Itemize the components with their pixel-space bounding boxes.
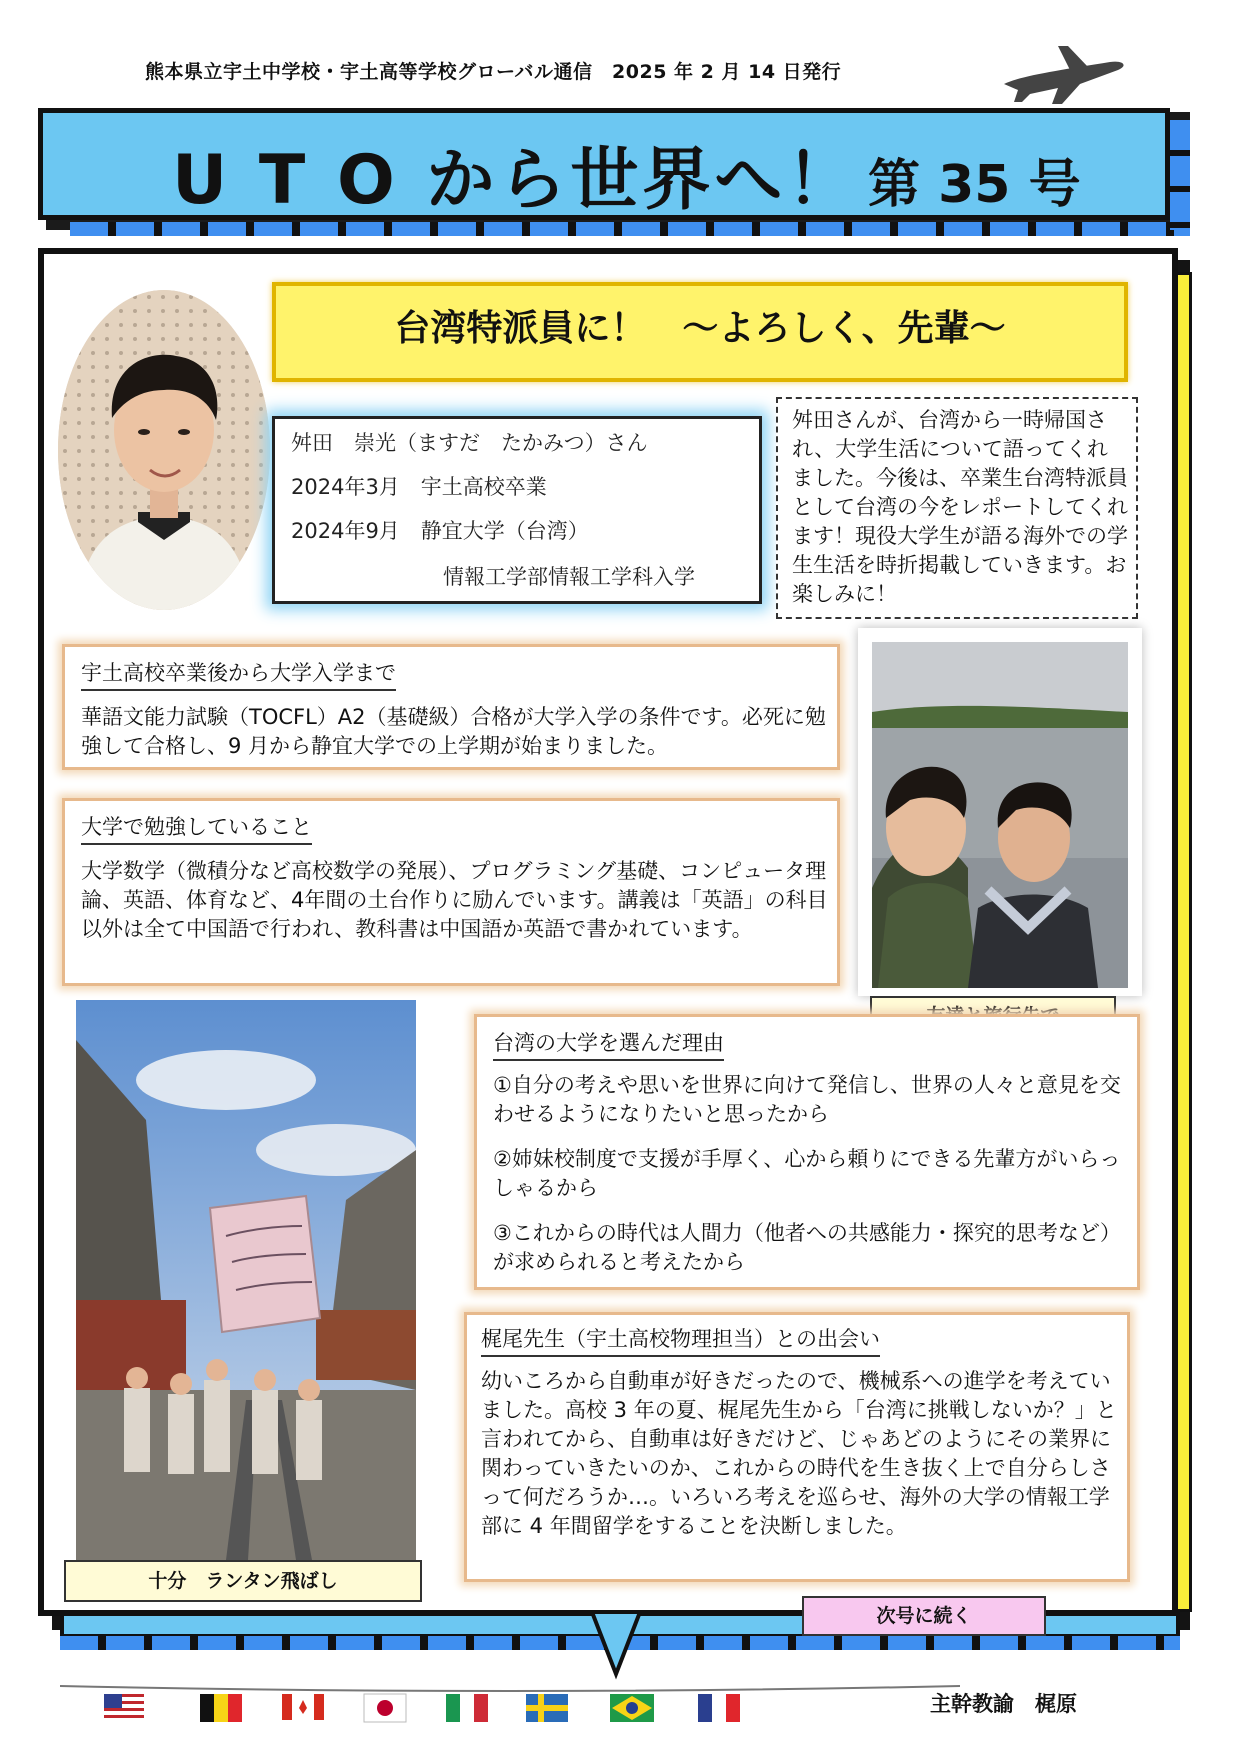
reason-item: ③これからの時代は人間力（他者への共感能力・探究的思考など）が求められると考えたから [493, 1221, 1121, 1274]
section-meeting-teacher [464, 1312, 1130, 1582]
intro-text: 舛田さんが、台湾から一時帰国され、大学生活について語ってくれました。今後は、卒業生台湾特派員として台湾の今をレポートしてくれます！現役大学生が語る海外での学生生活を時折掲載していきます。お楽しみに！ [792, 408, 1128, 606]
reason-item: ①自分の考えや思いを世界に向けて発信し、世界の人々と意見を交わせるようになりたいと思ったから [493, 1073, 1121, 1126]
reason-item: ②姉妹校制度で支援が手厚く、心から頼りにできる先輩方がいらっしゃるから [493, 1147, 1121, 1200]
flag-bunting [60, 1682, 960, 1742]
airplane-icon [1000, 40, 1130, 108]
publisher-line: 熊本県立宇土中学校・宇土高等学校グローバル通信 2025 年 2 月 14 日発行 [145, 61, 842, 83]
section-heading: 大学で勉強していること [81, 811, 312, 845]
brazil-flag-icon [610, 1694, 654, 1722]
speech-tail [590, 1612, 642, 1682]
section-studies [62, 798, 840, 986]
friends-photo [858, 628, 1142, 996]
section-text: 華語文能力試験（TOCFL）A2（基礎級）合格が大学入学の条件です。必死に勉強して合格し、9 月から静宜大学での上学期が始まりました。 [81, 705, 826, 758]
profile-department: 情報工学部情報工学科入学 [443, 565, 695, 589]
section-text: 大学数学（微積分など高校数学の発展）、プログラミング基礎、コンピュータ理論、英語、体育など、4年間の土台作りに励んでいます。講義は「英語」の科目以外は全て中国語で行われ、教科書は中国語か英語で書かれています。 [81, 859, 828, 941]
portrait-photo [58, 290, 270, 610]
japan-flag-icon [364, 1694, 406, 1722]
caption-lantern: 十分 ランタン飛ばし [64, 1560, 422, 1602]
author-credit: 主幹教諭 梶原 [930, 1692, 1077, 1716]
newsletter-title: U T O から世界へ！ [172, 141, 859, 220]
issue-number: 第 35 号 [868, 155, 1081, 215]
italy-flag-icon [446, 1694, 488, 1722]
belgium-flag-icon [200, 1694, 242, 1722]
profile-name: 舛田 崇光（ますだ たかみつ）さん [291, 431, 648, 455]
section-heading: 台湾の大学を選んだ理由 [493, 1027, 724, 1061]
sweden-flag-icon [526, 1694, 568, 1722]
banner-side-stripe [1170, 120, 1190, 230]
france-flag-icon [698, 1694, 740, 1722]
section-text: 幼いころから自動車が好きだったので、機械系への進学を考えていました。高校 3 年の夏、梶尾先生から「台湾に挑戦しないか？」と言われてから、自動車は好きだけど、じゃあどのようにその業界に関わっていきたいのか、これからの時代を生き抜く上で自分らしさって何だろうか…。いろいろ考えを巡らせ、海外の大学の情報工学部に 4 年間留学をすることを決断しました。 [481, 1369, 1117, 1538]
profile-card [272, 416, 762, 604]
section-reasons [474, 1014, 1140, 1290]
usa-flag-icon [104, 1694, 144, 1720]
headline: 台湾特派員に！ ～よろしく、先輩～ [394, 308, 1006, 349]
canada-flag-icon [282, 1694, 324, 1720]
banner-stripe [70, 222, 1190, 236]
continued-label: 次号に続く [802, 1596, 1046, 1636]
section-before-university [62, 644, 840, 770]
profile-graduation: 2024年3月 宇土高校卒業 [291, 475, 547, 499]
lantern-photo [76, 1000, 416, 1560]
section-heading: 宇土高校卒業後から大学入学まで [81, 657, 396, 691]
section-heading: 梶尾先生（宇土高校物理担当）との出会い [481, 1323, 880, 1357]
profile-university: 2024年9月 静宜大学（台湾） [291, 519, 589, 543]
